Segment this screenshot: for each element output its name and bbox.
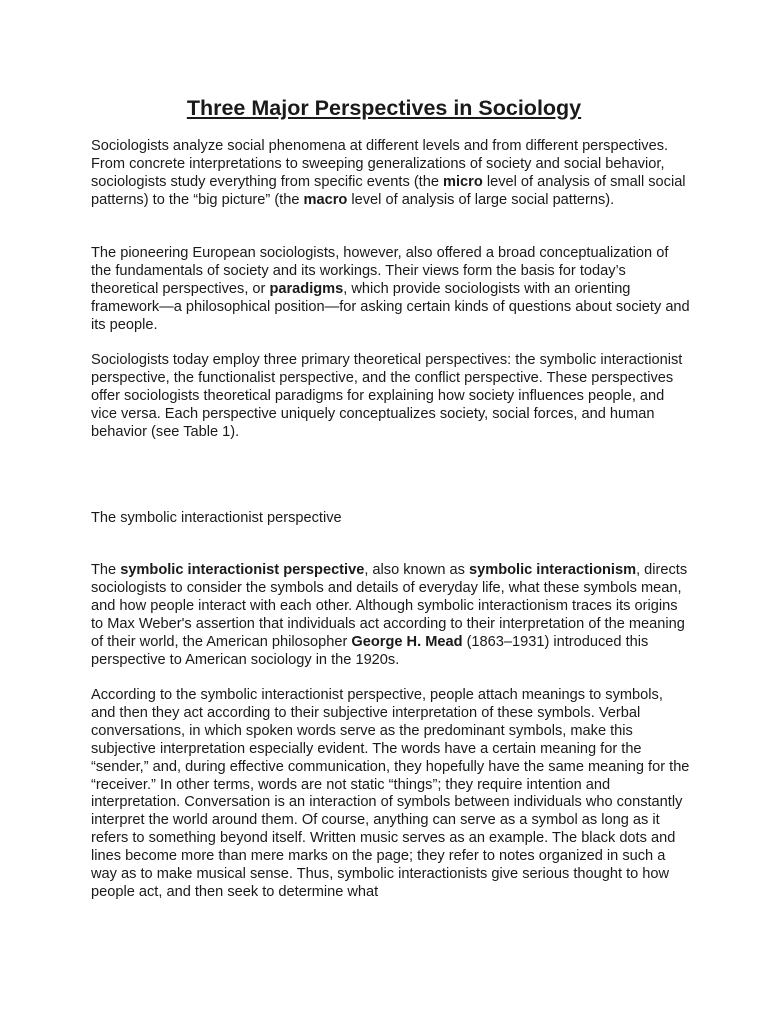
text-run: (1863–1931) introduced this perspective to American sociology in the 1920s. xyxy=(91,633,649,668)
text-run: level of analysis of small social patterns) to the “big picture” (the xyxy=(91,173,686,208)
text-run: Sociologists analyze social phenomena at different levels and from different perspectives. From concrete interpretations to sweeping generalizations of society and social behavior, sociologists study everything from specific events (the xyxy=(91,138,669,190)
paragraph-paradigms xyxy=(91,245,691,335)
text-run: The pioneering European sociologists, however, also offered a broad conceptualization of the fundamentals of society and its workings. Their views form the basis for today’s theoretical perspectives, or xyxy=(91,245,669,297)
term-micro: micro xyxy=(443,173,483,190)
paragraph-symbols-and-meanings: According to the symbolic interactionist perspective, people attach meanings to symbols, and then they act according to their subjective interpretation of these symbols. Verbal conversations, in which spoken words serve as the predominant symbols, make this subjective interpretation especially evident. The words have a certain meaning for the “sender,” and, during effective communication, they hopefully have the same meaning for the “receiver.” In other terms, words are not static “things”; they require intention and interpretation. Conversation is an interaction of symbols between individuals who constantly interpret the world around them. Of course, anything can serve as a symbol as long as it refers to something beyond itself. Written music serves as an example. The black dots and lines become more than mere marks on the page; they refer to notes organized in such a way as to make musical sense. Thus, symbolic interactionists give serious thought to how people act, and then seek to determine what xyxy=(91,687,690,900)
text-run: The xyxy=(91,562,121,578)
document-title: Three Major Perspectives in Sociology xyxy=(186,96,582,120)
term-paradigms: paradigms xyxy=(269,280,344,297)
text-run: level of analysis of large social patterns). xyxy=(347,191,615,208)
name-george-h-mead: George H. Mead xyxy=(351,633,463,650)
term-symbolic-interactionist-perspective: symbolic interactionist perspective xyxy=(120,562,365,578)
term-macro: macro xyxy=(303,191,348,208)
section-heading: The symbolic interactionist perspective xyxy=(91,510,342,526)
paragraph-three-perspectives: Sociologists today employ three primary theoretical perspectives: the symbolic interactionist perspective, the functionalist perspective, and the conflict perspective. These perspectives offer sociologists theoretical paradigms for explaining how society influences people, and vice versa. Each perspective uniquely conceptualizes society, social forces, and human behavior (see Table 1). xyxy=(91,352,683,440)
paragraph-symbolic-interactionism-intro xyxy=(91,562,691,669)
text-run: , also known as xyxy=(364,562,469,578)
paragraph-levels-of-analysis xyxy=(91,138,691,210)
text-run: , which provide sociologists with an orienting framework—a philosophical position—for asking certain kinds of questions about society and its people. xyxy=(91,280,690,333)
term-symbolic-interactionism: symbolic interactionism xyxy=(468,562,637,578)
text-run: , directs sociologists to consider the symbols and details of everyday life, what these symbols mean, and how people interact with each other. Although symbolic interactionism traces its origins to Max Weber's assertion that individuals act according to their interpretation of the meaning of their world, the American philosopher xyxy=(91,562,688,650)
